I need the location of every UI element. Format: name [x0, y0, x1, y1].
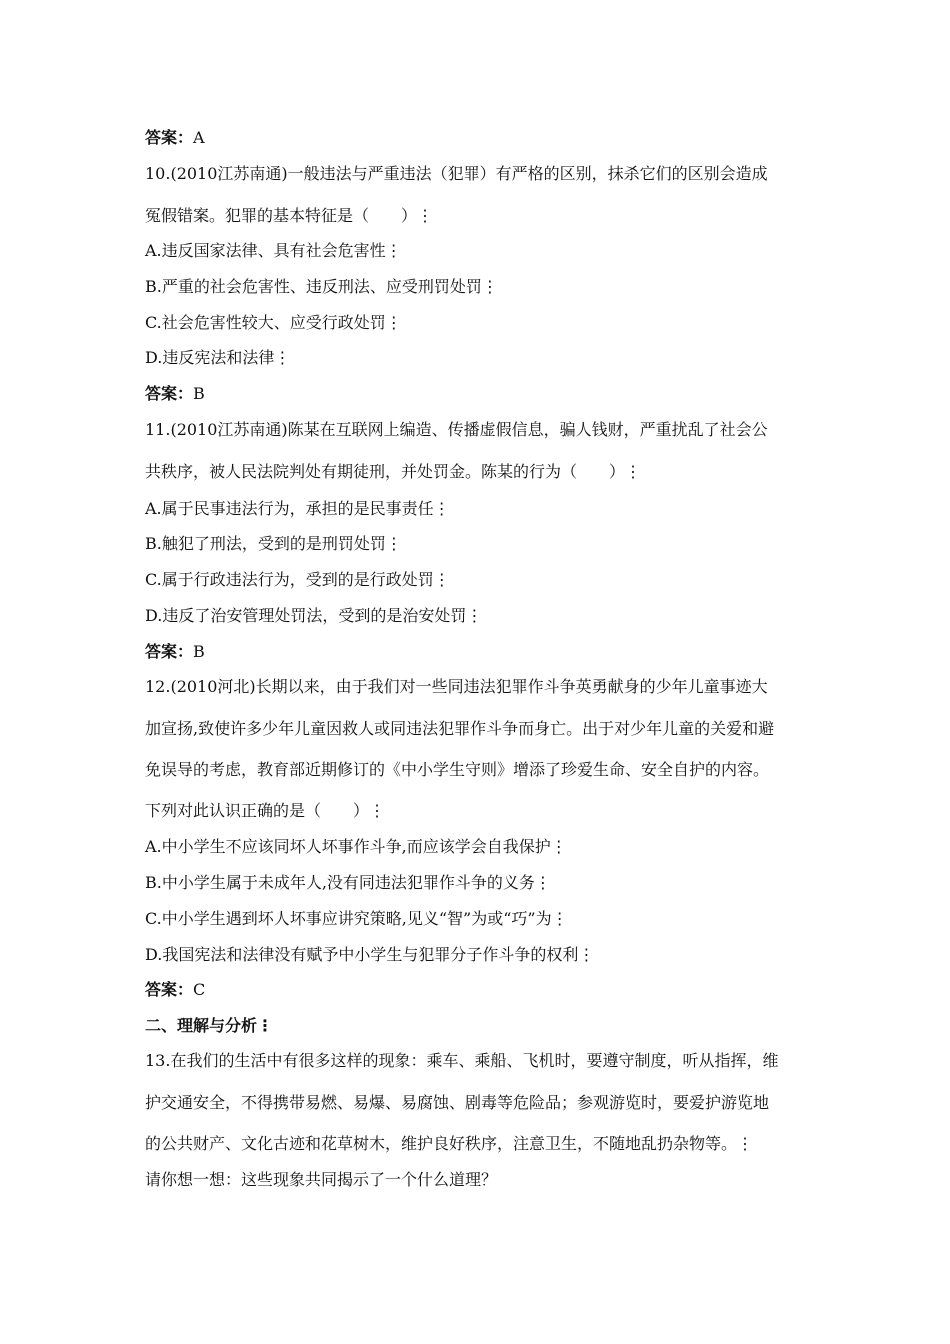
question-10-stem-line-2: 冤假错案。犯罪的基本特征是（ ）⋮: [145, 206, 434, 225]
question-11-option-c: C.属于行政违法行为，受到的是行政处罚⋮: [145, 570, 450, 589]
answer-value: C: [193, 980, 206, 999]
question-13-line-2: 护交通安全，不得携带易燃、易爆、易腐蚀、剧毒等危险品；参观游览时，要爱护游览地: [145, 1093, 770, 1112]
question-11-option-b: B.触犯了刑法，受到的是刑罚处罚⋮: [145, 534, 402, 553]
question-12-stem-line-1: 12.(2010河北)长期以来，由于我们对一些同违法犯罪作斗争英勇献身的少年儿童事迹大: [145, 677, 768, 696]
question-11-option-d: D.违反了治安管理处罚法，受到的是治安处罚⋮: [145, 606, 483, 625]
question-10-option-d: D.违反宪法和法律⋮: [145, 348, 291, 367]
question-12-option-a: A.中小学生不应该同坏人坏事作斗争,而应该学会自我保护⋮: [145, 837, 567, 856]
question-11-option-a: A.属于民事违法行为，承担的是民事责任⋮: [145, 499, 450, 518]
answer-label: 答案：: [145, 128, 194, 147]
question-10-option-a: A.违反国家法律、具有社会危害性⋮: [145, 241, 402, 260]
question-13-line-3: 的公共财产、文化古迹和花草树木，维护良好秩序，注意卫生，不随地乱扔杂物等。⋮: [145, 1134, 754, 1153]
answer-label: 答案：: [145, 642, 194, 661]
question-13-prompt: 请你想一想：这些现象共同揭示了一个什么道理？: [145, 1170, 498, 1189]
answer-line: [145, 979, 205, 1000]
answer-label: 答案：: [145, 384, 194, 403]
answer-line: [145, 383, 205, 404]
answer-line: [145, 641, 205, 662]
question-12-option-d: D.我国宪法和法律没有赋予中小学生与犯罪分子作斗争的权利⋮: [145, 945, 595, 964]
question-12-option-c: C.中小学生遇到坏人坏事应讲究策略,见义“智”为或“巧”为⋮: [145, 909, 568, 928]
answer-value: B: [193, 642, 205, 661]
question-12-stem-line-4: 下列对此认识正确的是（ ）⋮: [145, 801, 386, 820]
question-12-stem-line-2: 加宣扬,致使许多少年儿童因救人或同违法犯罪作斗争而身亡。出于对少年儿童的关爱和避: [145, 719, 775, 738]
answer-value: A: [193, 128, 205, 147]
question-12-option-b: B.中小学生属于未成年人,没有同违法犯罪作斗争的义务⋮: [145, 873, 551, 892]
answer-label: 答案：: [145, 980, 194, 999]
section-heading: 二、理解与分析⋮: [145, 1016, 274, 1035]
answer-value: B: [193, 384, 205, 403]
question-13-line-1: 13.在我们的生活中有很多这样的现象：乘车、乘船、飞机时，要遵守制度，听从指挥，维: [145, 1051, 779, 1070]
answer-line: [145, 127, 205, 148]
question-10-option-c: C.社会危害性较大、应受行政处罚⋮: [145, 313, 402, 332]
question-10-option-b: B.严重的社会危害性、违反刑法、应受刑罚处罚⋮: [145, 277, 498, 296]
question-11-stem-line-2: 共秩序，被人民法院判处有期徒刑，并处罚金。陈某的行为（ ）⋮: [145, 462, 642, 481]
question-11-stem-line-1: 11.(2010江苏南通)陈某在互联网上编造、传播虚假信息，骗人钱财，严重扰乱了社会公: [145, 420, 768, 439]
question-10-stem-line-1: 10.(2010江苏南通)一般违法与严重违法（犯罪）有严格的区别，抹杀它们的区别会造成: [145, 164, 768, 183]
question-12-stem-line-3: 免误导的考虑，教育部近期修订的《中小学生守则》增添了珍爱生命、安全自护的内容。: [145, 760, 770, 779]
